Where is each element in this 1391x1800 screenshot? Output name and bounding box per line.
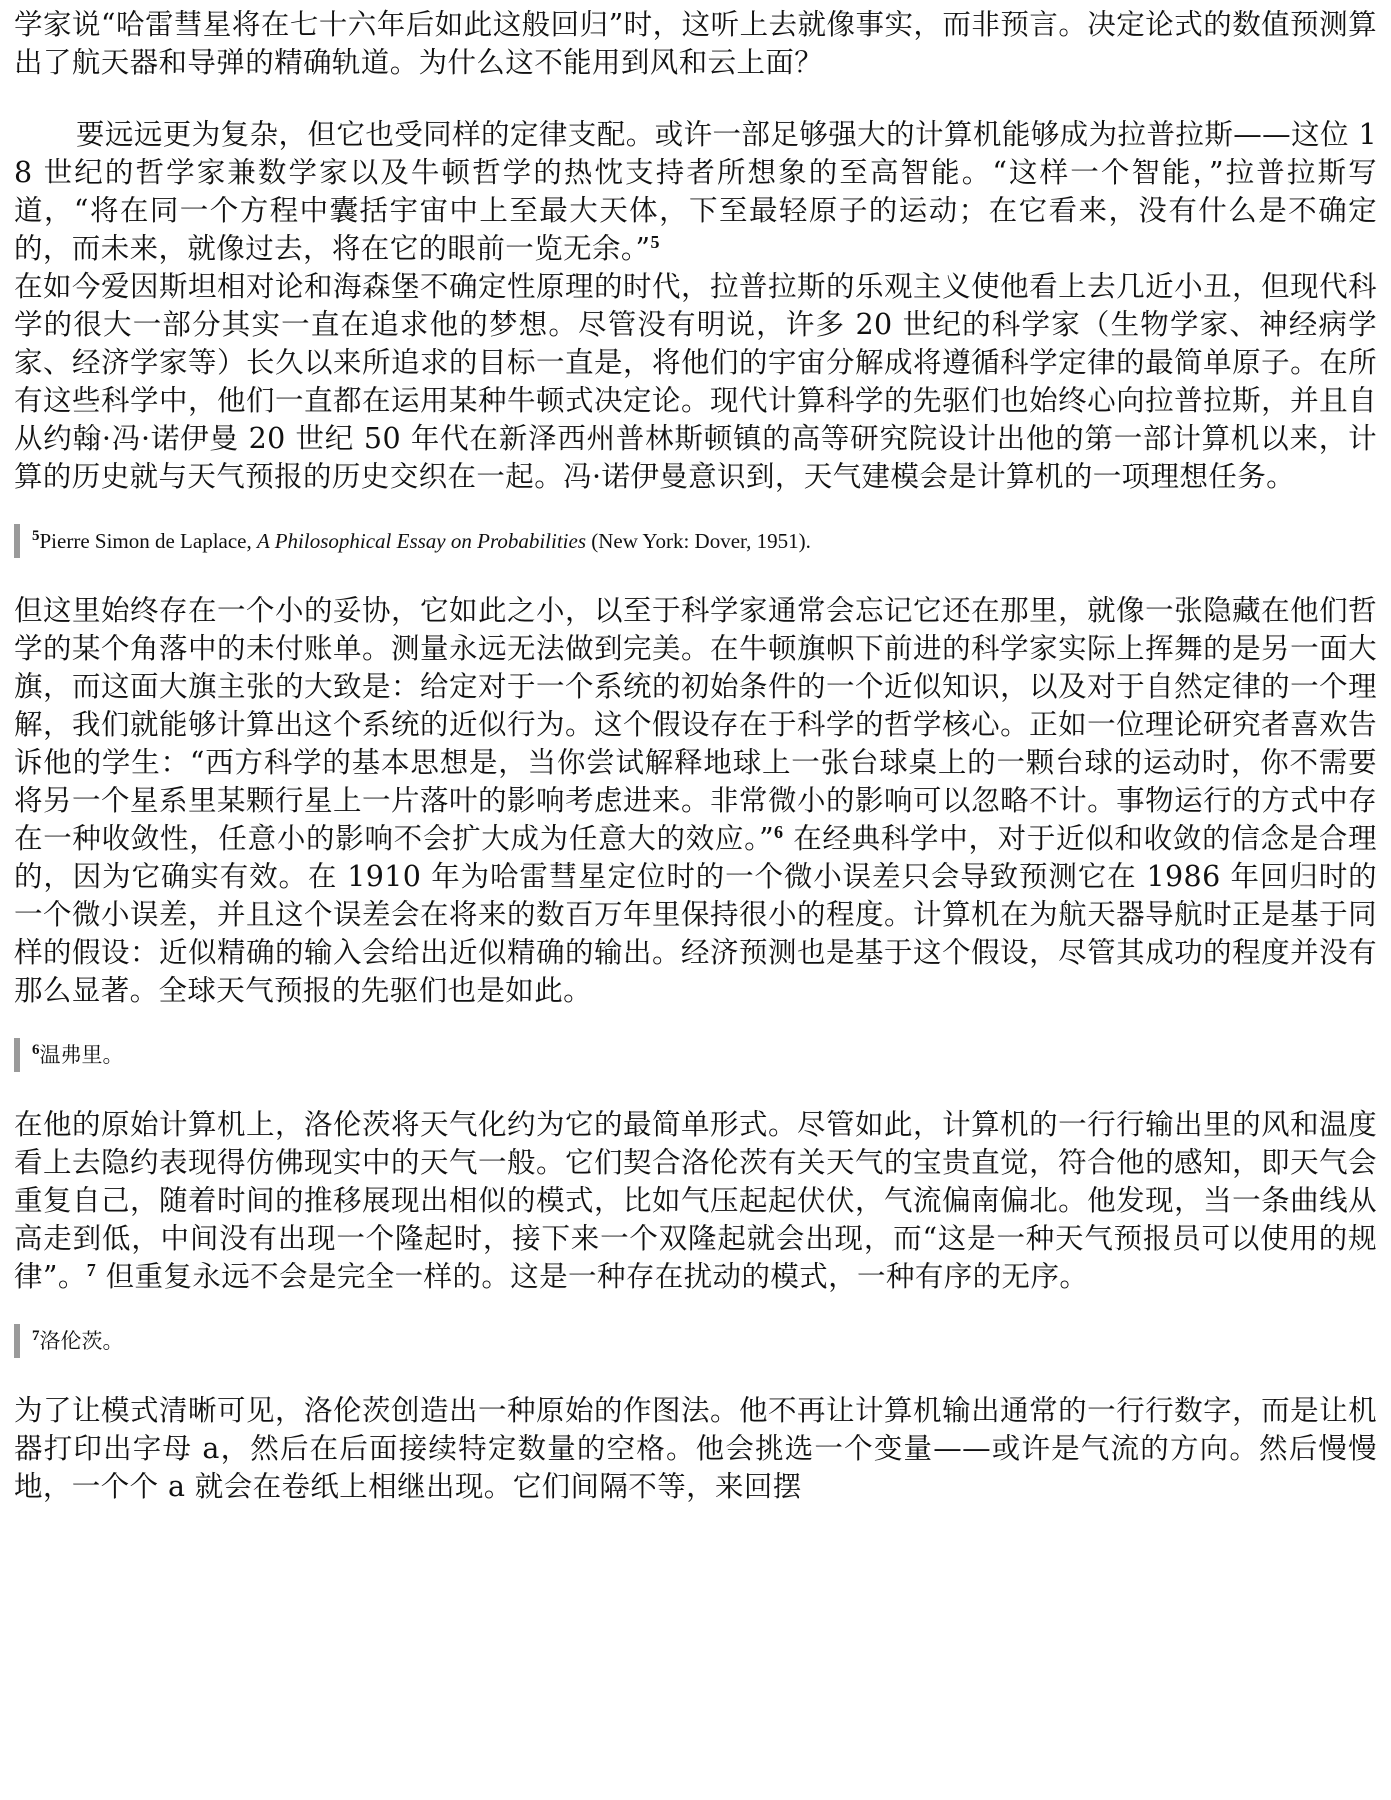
footnote-5-number: 5 [32,528,40,544]
footnote-6-text: 温弗里。 [39,1043,124,1067]
paragraph-4-text-a: 在他的原始计算机上，洛伦茨将天气化约为它的最简单形式。尽管如此，计算机的一行行输出里的风和温度看上去隐约表现得仿佛现实中的天气一般。它们契合洛伦茨有关天气的宝贵直觉，符合他的感知，即天气会重复自己，随着时间的推移展现出相似的模式，比如气压起起伏伏，气流偏南偏北。他发现，当一条曲线从高走到低，中间没有出现一个隆起时，接下来一个双隆起就会出现，而“这是一种天气预报员可以使用的规律”。 [14,1108,1377,1293]
paragraph-2 [14,116,1377,496]
footnote-6 [14,1038,1377,1072]
paragraph-4-text-b: 但重复永远不会是完全一样的。这是一种存在扰动的模式，一种有序的无序。 [96,1260,1089,1293]
footnote-ref-6[interactable]: 6 [774,822,784,842]
paragraph-2-text-b: 在如今爱因斯坦相对论和海森堡不确定性原理的时代，拉普拉斯的乐观主义使他看上去几近小丑，但现代科学的很大一部分其实一直在追求他的梦想。尽管没有明说，许多 20 世纪的科学家（生物学家、神经病学家、经济学家等）长久以来所追求的目标一直是，将他们的宇宙分解成将遵循科学定律的最简单原子。在所有这些科学中，他们一直都在运用某种牛顿式决定论。现代计算科学的先驱们也始终心向拉普拉斯，并且自从约翰·冯·诺伊曼 20 世纪 50 年代在新泽西州普林斯顿镇的高等研究院设计出他的第一部计算机以来，计算的历史就与天气预报的历史交织在一起。冯·诺伊曼意识到，天气建模会是计算机的一项理想任务。 [14,270,1377,493]
footnote-7-text: 洛伦茨。 [39,1329,124,1353]
footnote-6-number: 6 [32,1042,40,1058]
footnote-5-text-after: (New York: Dover, 1951). [586,529,811,553]
paragraph-2-text-a: 要远远更为复杂，但它也受同样的定律支配。或许一部足够强大的计算机能够成为拉普拉斯——这位 18 世纪的哲学家兼数学家以及牛顿哲学的热忱支持者所想象的至高智能。“这样一个智能，”拉普拉斯写道，“将在同一个方程中囊括宇宙中上至最大天体，下至最轻原子的运动；在它看来，没有什么是不确定的，而未来，就像过去，将在它的眼前一览无余。” [14,118,1377,265]
paragraph-3-text-b: 在经典科学中，对于近似和收敛的信念是合理的，因为它确实有效。在 1910 年为哈雷彗星定位时的一个微小误差只会导致预测它在 1986 年回归时的一个微小误差，并且这个误差会在将来的数百万年里保持很小的程度。计算机在为航天器导航时正是基于同样的假设：近似精确的输入会给出近似精确的输出。经济预测也是基于这个假设，尽管其成功的程度并没有那么显著。全球天气预报的先驱们也是如此。 [14,822,1378,1007]
footnote-5-title: A Philosophical Essay on Probabilities [257,529,587,553]
paragraph-1: 学家说“哈雷彗星将在七十六年后如此这般回归”时，这听上去就像事实，而非预言。决定论式的数值预测算出了航天器和导弹的精确轨道。为什么这不能用到风和云上面？ [14,8,1377,79]
paragraph-4 [14,1106,1377,1296]
footnote-7 [14,1324,1377,1358]
footnote-7-number: 7 [32,1328,40,1344]
footnote-ref-7[interactable]: 7 [86,1260,97,1280]
paragraph-5: 为了让模式清晰可见，洛伦茨创造出一种原始的作图法。他不再让计算机输出通常的一行行数字，而是让机器打印出字母 a，然后在后面接续特定数量的空格。他会挑选一个变量——或许是气流的方向。然后慢慢地，一个个 a 就会在卷纸上相继出现。它们间隔不等，来回摆 [14,1394,1377,1503]
paragraph-3 [14,592,1377,1010]
footnote-ref-5[interactable]: 5 [650,232,660,252]
footnote-5 [14,524,1377,558]
paragraph-3-text-a: 但这里始终存在一个小的妥协，它如此之小，以至于科学家通常会忘记它还在那里，就像一张隐藏在他们哲学的某个角落中的未付账单。测量永远无法做到完美。在牛顿旗帜下前进的科学家实际上挥舞的是另一面大旗，而这面大旗主张的大致是：给定对于一个系统的初始条件的一个近似知识，以及对于自然定律的一个理解，我们就能够计算出这个系统的近似行为。这个假设存在于科学的哲学核心。正如一位理论研究者喜欢告诉他的学生：“西方科学的基本思想是，当你尝试解释地球上一张台球桌上的一颗台球的运动时，你不需要将另一个星系里某颗行星上一片落叶的影响考虑进来。非常微小的影响可以忽略不计。事物运行的方式中存在一种收敛性，任意小的影响不会扩大成为任意大的效应。” [14,594,1377,855]
footnote-5-text-before: Pierre Simon de Laplace, [39,529,258,553]
